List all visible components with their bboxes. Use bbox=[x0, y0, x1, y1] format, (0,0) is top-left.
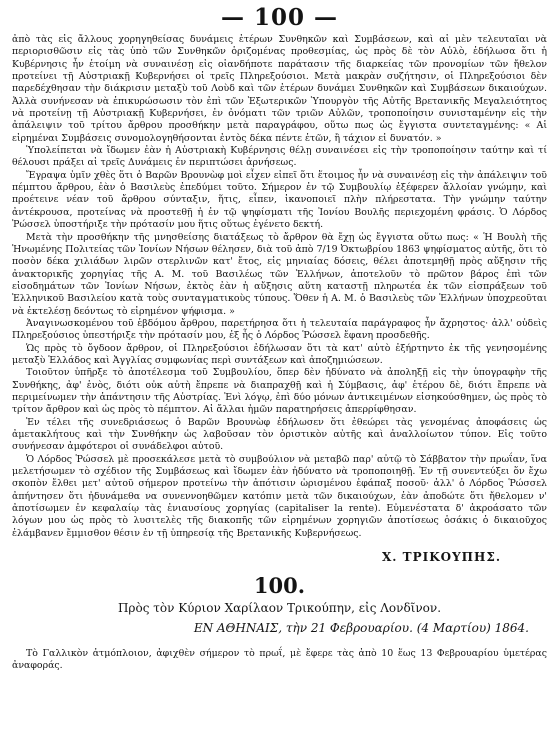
paragraph: Τοιοῦτον ὑπῆρξε τὸ ἀποτέλεσμα τοῦ Συμβουλίου, ὅπερ δὲν ἠδύνατο νὰ ἀποληξῇ εἰς τὴν ὑπογραφὴν τῆς Συνθήκης, ἀφ' ἑνὸς, διότι οὐκ αὐτὴ ἔπρεπε νὰ διαπραχθῇ καὶ ἡ Σύμβασις, ἀφ' ἑτέρου δὲ, διότι ἔπρεπε νὰ περιμείνωμεν τὴν ἀπάντησιν τῆς Αὐστρίας. Ἐνὶ λόγῳ, ἐπὶ δύο μόνων ἀντικειμένων εἰσηκούσθημεν, ὡς πρὸς τὸ τρίτον ἄρθρον καὶ ὡς πρὸς τὸ πέμπτον. Αἱ ἄλλαι ἡμῶν παρατηρήσεις ἀπερρίφθησαν. bbox=[12, 367, 547, 416]
document-number: 100. bbox=[253, 573, 306, 599]
closing-paragraph: Τὸ Γαλλικὸν ἀτμόπλοιον, ἀφιχθὲν σήμερον τὸ πρωΐ, μὲ ἔφερε τὰς ἀπὸ 10 ἕως 13 Φεβρουαρίου ὑμετέρας ἀναφοράς. bbox=[12, 648, 547, 672]
addressee-line: Πρὸς τὸν Κύριον Χαρίλαον Τρικούπην, εἰς Λονδῖνον. bbox=[117, 601, 442, 616]
signature: Χ. ΤΡΙΚΟΥΠΗΣ. bbox=[381, 550, 501, 565]
page-number: — 100 — bbox=[220, 4, 339, 31]
paragraph: Ὡς πρὸς τὸ ὄγδοον ἄρθρον, οἱ Πληρεξούσιοι ἐδήλωσαν ὅτι τὰ κατ' αὐτὸ ἐξήρτηντο ἐκ τῆς γενησομένης μεταξὺ Ἑλλάδος καὶ Ἀγγλίας συμφωνίας περὶ συντάξεων καὶ ἀποζημιώσεων. bbox=[12, 342, 547, 366]
dateline: ΕΝ ΑΘΗΝΑΙΣ, τὴν 21 Φεβρουαρίου. (4 Μαρτίου) 1864. bbox=[193, 621, 529, 636]
paragraph: Ὁ Λόρδος Ῥώσσελ μὲ προσεκάλεσε μετὰ τὸ συμβούλιον νὰ μεταβῶ παρ' αὐτῷ τὸ Σάββατον τὴν πρωΐαν, ἵνα μελετήσωμεν τὸ σχέδιον τῆς Συμβάσεως καὶ ἴδωμεν ἐὰν ἠδύνατο νὰ τροποποιηθῇ. Ἐν τῇ συνεντεύξει ὅν ἔχω σκοπὸν ἔλθει μετ' αὐτοῦ σήμερον προτείνω τὴν ἀπότισιν ὡρισμένου ἐφάπαξ ποσοῦ· ἀλλ' ὁ Λόρδος Ῥώσσελ ἀπήντησεν ὅτι ἠδυνάμεθα να συνεννοηθῶμεν κατόπιν μετὰ τῶν δικαιούχων, ἐὰν ἀποδώτε ὅτι ἤθελομεν ν' ἀποτίσωμεν ἐν κεφαλαίῳ τὰς ἐνιαυσίους χορηγίας (capitaliser la rente). Εὐμενέστατα δ' ἀκροάσατο τῶν λόγων μου ὡς πρὸς τὸ λυσιτελὲς τῆς διακοπῆς τῶν εἰρημένων χορηγιῶν ἀποτίσεως ὁσάκις ὁ δικαιοῦχος ἐλάμβανεν ἔμμισθον θέσιν ἐν τῇ ὑπηρεσίᾳ τῆς Βρετανικῆς Κυβερνήσεως. bbox=[12, 453, 547, 539]
paragraph: Ἔγραψα ὑμῖν χθὲς ὅτι ὁ Βαρῶν Βρουνὼφ μοὶ εἶχεν εἰπεῖ ὅτι ἕτοιμος ἦν νὰ συναινέσῃ εἰς τὴν ἀπάλειψιν τοῦ πέμπτου ἄρθρου, ἐὰν ὁ Βασιλεὺς ἐπεδύμει τοῦτο. Σήμερον ἐν τῷ Συμβουλίῳ ἐξέφερεν ἄλλοίαν γνώμην, καὶ προέτεινε νέαν τοῦ ἄρθρου σύνταξιν, ἥτις, εἶπεν, ἱκανοποιεῖ πλὴν πλήρεστατα. Τὴν γνώμην ταύτην ἀντέκρουσα, προτείνας νὰ προστεθῇ ἡ ἐν τῷ ψηφίσματι τῆς Ἰονίου Βουλῆς περιεχομένη φράσις. Ὁ Λόρδος Ῥώσσελ ὑποστήριξε τὴν πρότασίν μου ἥτις οὕτως ἐγένετο δεκτή. bbox=[12, 169, 547, 231]
paragraph: ἀπὸ τὰς εἰς ἄλλους χορηγηθείσας δυνάμεις ἑτέρων Συνθηκῶν καὶ Συμβάσεων, καὶ αἱ μὲν τελευταῖαι νὰ περιορισθῶσιν εἰς τὰς ὑπὸ τῶν Συνθηκῶν ὁριζομένας προθεσμίας, ὡς πρὸς δὲ τὸν Αὐλὸ, ἐδήλωσα ὅτι ἡ Κυβέρνησις ἦν ἑτοίμη νὰ συναινέσῃ εἰς οἱανδήποτε παράτασιν τῆς διαρκείας τῶν προνομίων τῶν ἤθελον προτείνει τῇ Αὐστριακῇ Κυβερνήσει οἱ τρεῖς Πληρεξούσιοι. Μετὰ μακρὰν συζήτησιν, οἱ Πληρεξούσιοι δὲν παρεδέχθησαν τὴν διάκρισιν μεταξὺ τοῦ Λοὺδ καὶ τῶν ἑτέρων δυνάμει Συνθηκῶν καὶ Συμβάσεων δικαιούχων. Ἀλλὰ συνήνεσαν νὰ ἐπικυρώσωσιν τὸν ἐπὶ τῶν Ἐξωτερικῶν Ὑπουργὸν τῆς Αὐτῆς Βρετανικῆς Μεγαλειότητος νὰ προτείνῃ τῇ Αὐστριακῇ Κυβερνήσει, ἐν ὀνόματι τῶν τριῶν Αὐλῶν, τροποποίησιν συνισταμένην εἰς τὴν ἀπάλειψιν τοῦ τρίτου ἄρθρου προσθήκην μετὰ παραγράφου, οὕτω πως ὡς ἔγγιστα συντεταγμένης: « Αἱ εἰρημέναι Συμβάσεις συνομολογηθήσονται ἐντὸς δέκα πέντε ἐτῶν, ἢ τάχιον εἰ δυνατόν. » bbox=[12, 34, 547, 144]
paragraph: Ὑπολείπεται νὰ ἴδωμεν ἐὰν ἡ Αὐστριακὴ Κυβέρνησις θέλῃ συναινέσει εἰς τὴν τροποποίησιν ταύτην καὶ τί θέλουσι πράξει αἱ τρεῖς Δυνάμεις ἐν περιπτώσει ἀρνήσεως. bbox=[12, 145, 547, 169]
paragraph: Μετὰ τὴν προσθήκην τῆς μνησθείσης διατάξεως τὸ ἄρθρον θὰ ἔχῃ ὡς ἔγγιστα οὕτω πως: « Ἡ Βουλὴ τῆς Ἡνωμένης Πολιτείας τῶν Ἰονίων Νήσων θέλησεν, διὰ τοῦ ἀπὸ 7/19 Ὀκτωβρίου 1863 ψηφίσματος αὐτῆς, ὅτι τὸ ποσὸν δέκα χιλιάδων λιρῶν στερλινῶν κατ' ἔτος, εἰς μηνιαίας δόσεις, θέλει ἀποτεμηθῇ πρὸς αὔξησιν τῆς ἀνακτορικῆς χορηγίας τῆς Α. Μ. τοῦ Βασιλέως τῶν Ἑλλήνων, ἀποτελοῦν τὸ πρῶτον βάρος ἐπὶ τῶν εἰσοδημάτων τῶν Ἰονίων Νήσων, ἐκτὸς ἐὰν ἡ αὔξησις αὕτη καταστῇ πληρωτέα ἐκ τῶν εἰσπράξεων τοῦ Ἑλληνικοῦ Βασιλείου κατὰ τοὺς συνταγματικοὺς τύπους. Ὅθεν ἡ Α. Μ. ὁ Βασιλεὺς τῶν Ἑλλήνων ὑποχρεοῦται νὰ ἐκτελέσῃ δεόντως τὸ εἰρημένον ψήφισμα. » bbox=[12, 231, 547, 317]
paragraph: Ἐν τέλει τῆς συνεδριάσεως ὁ Βαρῶν Βρουνὼφ ἐδήλωσεν ὅτι ἐθεώρει τὰς γενομένας ἀποφάσεις ὡς ἀμετακλήτους καὶ τὴν Συνθήκην ὡς λαβοῦσαν τὸν ὁριστικὸν αὐτῆς καὶ ἀναλλοίωτον τύπον. Εἰς τοῦτο συνήνεσαν ἀμφότεροι οἱ συνάδελφοι αὐτοῦ. bbox=[12, 416, 547, 453]
paragraph: Ἀναγινωσκομένου τοῦ ἑβδόμου ἄρθρου, παρετήρησα ὅτι ἡ τελευταία παράγραφος ἦν ἄχρηστος· ἀλλ' οὐδεὶς Πληρεξούσιος ὑπεστήριξε τὴν πρότασίν μου, ἐξ ἧς ὁ Λόρδος Ῥώσσελ ἔφανη προσδεθῆς. bbox=[12, 317, 547, 342]
